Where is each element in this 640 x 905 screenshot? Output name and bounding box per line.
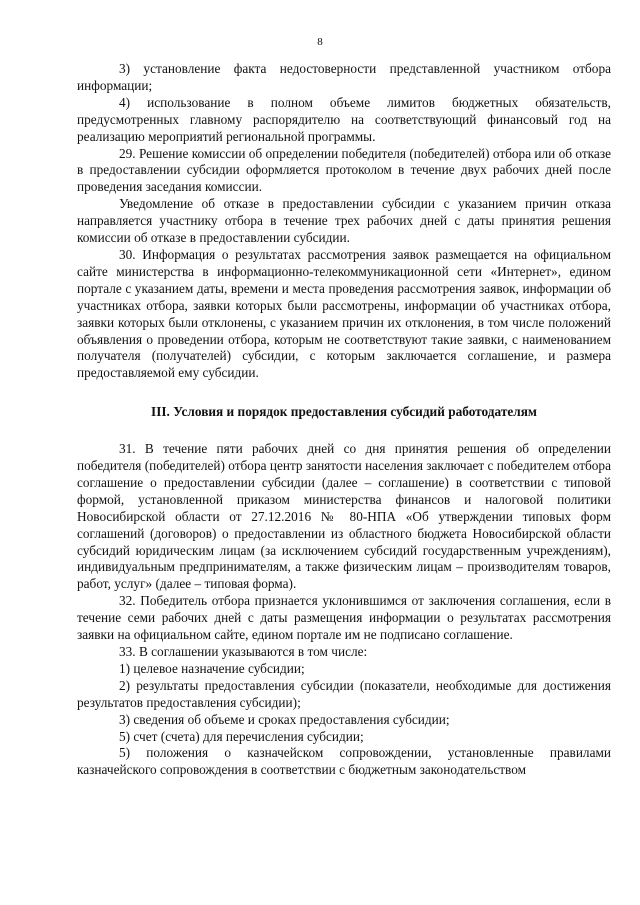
section-title: III. Условия и порядок предоставления субсидий работодателям [151,404,537,420]
paragraph-33: 33. В соглашении указываются в том числе: [119,644,368,659]
list-item-5-treasury: 5) положения о казначейском сопровождении, установленные правилами казначейского сопровождения в соответствии с бюджетным законодательством [77,745,611,778]
page-number: 8 [317,36,323,48]
list-item-3: 3) сведения об объеме и сроках предоставления субсидии; [119,711,450,727]
list-item-1: 1) целевое назначение субсидии; [119,660,305,676]
paragraph-29: 29. Решение комиссии об определении победителя (победителей) отбора или об отказе в предоставлении субсидии оформляется протоколом в течение двух рабочих дней после проведения заседания комиссии. [77,145,611,195]
paragraph-32: 32. Победитель отбора признается уклонившимся от заключения соглашения, если в течение семи рабочих дней с даты размещения информации о результатах рассмотрения заявки на официальном сайте, едином портале им не подписано соглашение. [77,593,611,643]
list-item-2: 2) результаты предоставления субсидии (показатели, необходимые для достижения результатов предоставления субсидии); [77,677,611,710]
paragraph-refusal-notice: Уведомление об отказе в предоставлении субсидии с указанием причин отказа направляется участнику отбора в течение трех рабочих дней с даты принятия решения комиссии об отказе в предоставлении субсидии. [77,196,611,246]
list-item-5-account: 5) счет (счета) для перечисления субсидии; [119,728,364,744]
paragraph-31: 31. В течение пяти рабочих дней со дня принятия решения об определении победителя (победителей) отбора центр занятости населения заключает с победителем отбора соглашение о предоставлении субсидии (далее – соглашение) в соответствии с типовой формой, установленной приказом министерства финансов и налоговой политики Новосибирской области от 27.12.2016 № 80-НПА «Об утверждении типовых форм соглашений (договоров) о предоставлении из областного бюджета Новосибирской области субсидий юридическим лицам (за исключением субсидий государственным учреждениям), индивидуальным предпринимателям, а также физическим лицам – производителям товаров, работ, услуг» (далее – типовая форма). [77,441,611,592]
document-body [77,61,611,779]
paragraph-30: 30. Информация о результатах рассмотрения заявок размещается на официальном сайте министерства в информационно-телекоммуникационной сети «Интернет», едином портале с указанием даты, времени и места проведения рассмотрения заявок, информации об участниках отбора, заявки которых были рассмотрены, информации об участниках отбора, заявки которых были отклонены, с указанием причин их отклонения, в том числе положений объявления о проведении отбора, которым не соответствуют такие заявки, с наименованием получателя (получателей) субсидии, с которым заключается соглашение, и размера предоставляемой ему субсидии. [77,246,611,381]
paragraph-item-3: 3) установление факта недостоверности представленной участником отбора информации; [77,61,611,93]
paragraph-item-4: 4) использование в полном объеме лимитов бюджетных обязательств, предусмотренных главному распорядителю на соответствующий финансовый год на реализацию мероприятий региональной программы. [77,94,611,144]
